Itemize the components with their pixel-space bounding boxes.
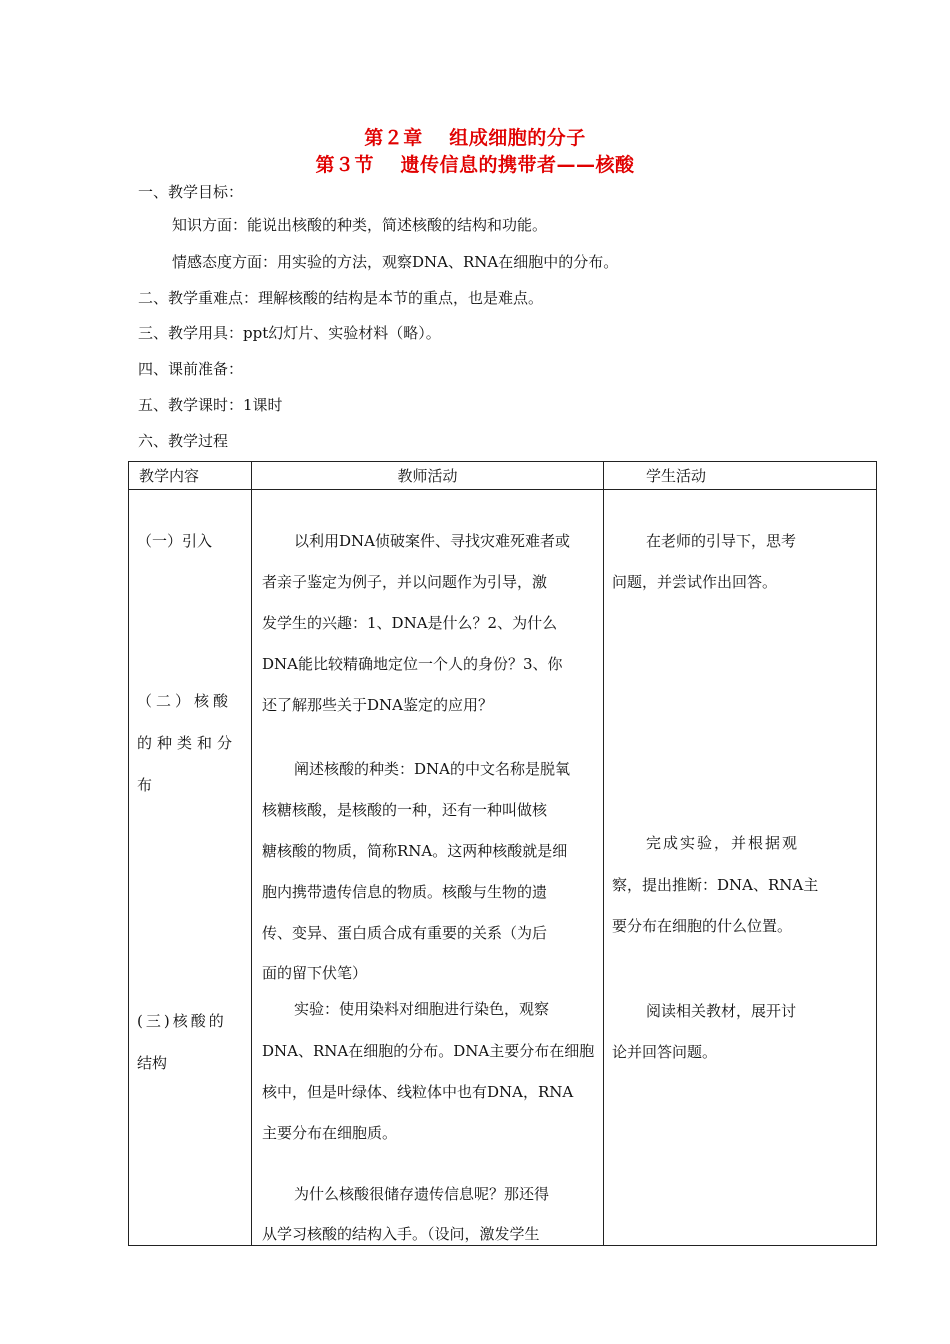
- student-line: 要分布在细胞的什么位置。: [612, 917, 793, 935]
- teacher-line: 糖核酸的物质，简称RNA。这两种核酸就是细: [262, 842, 568, 860]
- knowledge-objective: 知识方面：能说出核酸的种类，简述核酸的结构和功能。: [172, 216, 548, 234]
- lesson-table: [128, 461, 877, 1246]
- content-line: （一）引入: [137, 532, 213, 550]
- teacher-line: DNA能比较精确地定位一个人的身份？3、你: [262, 655, 563, 673]
- content-line: (三)核酸的: [137, 1012, 227, 1030]
- student-line: 在老师的引导下，思考: [646, 532, 797, 550]
- teacher-line: 传、变异、蛋白质合成有重要的关系（为后: [262, 924, 548, 942]
- table-header-row: [129, 462, 877, 490]
- content-line: 结构: [137, 1054, 168, 1072]
- student-line: 阅读相关教材，展开讨: [646, 1002, 797, 1020]
- content-line: 布: [137, 776, 153, 794]
- student-line: 问题，并尝试作出回答。: [612, 573, 778, 591]
- teacher-line: 还了解那些关于DNA鉴定的应用？: [262, 696, 493, 714]
- preparation: 四、课前准备：: [138, 360, 244, 378]
- student-line: 察，提出推断：DNA、RNA主: [612, 876, 819, 894]
- chapter-title: 第２章 组成细胞的分子: [364, 127, 586, 149]
- section-title: 第３节 遗传信息的携带者——核酸: [315, 154, 635, 176]
- teacher-cell: [252, 490, 604, 1246]
- table-row: [129, 490, 877, 1246]
- header-student: 学生活动: [604, 462, 877, 490]
- teacher-line: 者亲子鉴定为例子，并以问题作为引导，激: [262, 573, 548, 591]
- teacher-line: 阐述核酸的种类：DNA的中文名称是脱氧: [294, 760, 570, 778]
- student-line: 论并回答问题。: [612, 1043, 718, 1061]
- teacher-line: 以利用DNA侦破案件、寻找灾难死难者或: [294, 532, 570, 550]
- teacher-line: DNA、RNA在细胞的分布。DNA主要分布在细胞: [262, 1042, 595, 1060]
- teacher-line: 实验：使用染料对细胞进行染色，观察: [294, 1000, 550, 1018]
- content-cell: [129, 490, 252, 1246]
- header-teacher: 教师活动: [252, 462, 604, 490]
- student-line: 完成实验，并根据观: [646, 834, 800, 852]
- objectives-heading: 一、教学目标：: [138, 183, 244, 201]
- process-heading: 六、教学过程: [138, 432, 229, 450]
- attitude-objective: 情感态度方面：用实验的方法，观察DNA、RNA在细胞中的分布。: [172, 253, 619, 271]
- teaching-tools: 三、教学用具：ppt幻灯片、实验材料（略）。: [138, 324, 441, 342]
- teacher-line: 主要分布在细胞质。: [262, 1124, 398, 1142]
- teacher-line: 核糖核酸，是核酸的一种，还有一种叫做核: [262, 801, 548, 819]
- key-points: 二、教学重难点：理解核酸的结构是本节的重点，也是难点。: [138, 289, 544, 307]
- class-hours: 五、教学课时：1课时: [138, 396, 283, 414]
- teacher-line: 核中，但是叶绿体、线粒体中也有DNA，RNA: [262, 1083, 574, 1101]
- student-cell: [604, 490, 877, 1246]
- content-line: （二）核酸: [137, 692, 233, 710]
- teacher-line: 从学习核酸的结构入手。（设问，激发学生: [262, 1225, 540, 1243]
- header-content: 教学内容: [129, 462, 252, 490]
- teacher-line: 发学生的兴趣：1、DNA是什么？2、为什么: [262, 614, 558, 632]
- teacher-line: 面的留下伏笔）: [262, 964, 368, 982]
- teacher-line: 为什么核酸很储存遗传信息呢？那还得: [294, 1185, 550, 1203]
- teacher-line: 胞内携带遗传信息的物质。核酸与生物的遗: [262, 883, 548, 901]
- content-line: 的种类和分: [137, 734, 238, 752]
